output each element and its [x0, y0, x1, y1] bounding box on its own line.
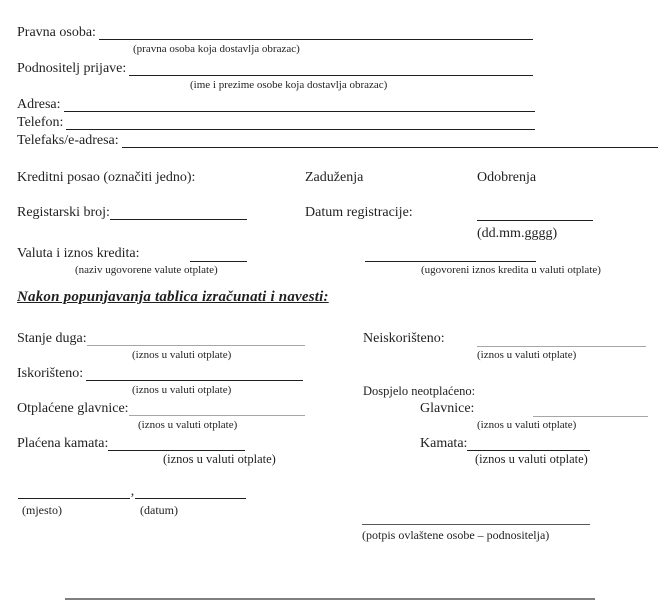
iznos-caption: (ugovoreni iznos kredita u valuti otplate) — [421, 264, 601, 276]
registarski-broj-row — [17, 205, 247, 220]
kamata-caption: (iznos u valuti otplate) — [475, 452, 588, 466]
mjesto-datum-row — [18, 485, 246, 499]
telefaks-row — [17, 133, 658, 148]
podnositelj-blank-line[interactable] — [129, 72, 533, 76]
otplacene-glavnice-blank-line[interactable] — [129, 412, 305, 416]
placena-kamata-row — [17, 436, 245, 451]
pravna-osoba-caption: (pravna osoba koja dostavlja obrazac) — [133, 43, 300, 55]
mjesto-caption: (mjesto) — [22, 503, 62, 517]
podnositelj-row — [17, 61, 533, 76]
neiskoristeno-blank-line[interactable] — [477, 334, 646, 347]
glavnice-caption: (iznos u valuti otplate) — [477, 419, 577, 431]
kamata-label: Kamata: — [420, 436, 468, 451]
telefon-label: Telefon: — [17, 115, 64, 130]
neiskoristeno-caption: (iznos u valuti otplate) — [477, 349, 577, 361]
adresa-blank-line[interactable] — [64, 108, 535, 112]
pravna-osoba-label: Pravna osoba: — [17, 25, 96, 40]
datum-registracije-blank-line[interactable] — [477, 208, 593, 221]
otplacene-glavnice-label: Otplaćene glavnice: — [17, 401, 129, 416]
kamata-blank-line[interactable] — [467, 447, 590, 451]
valuta-iznos-label: Valuta i iznos kredita: — [17, 246, 140, 261]
pravna-osoba-blank-line[interactable] — [99, 36, 533, 40]
datum-format-hint: (dd.mm.gggg) — [477, 226, 558, 241]
telefon-row — [17, 115, 535, 130]
neiskoristeno-label: Neiskorišteno: — [363, 331, 445, 346]
iskoristeno-caption: (iznos u valuti otplate) — [132, 384, 232, 396]
option-odobrenja[interactable]: Odobrenja — [477, 170, 537, 185]
stanje-duga-blank-line[interactable] — [87, 342, 305, 346]
page-bottom-rule — [65, 588, 595, 600]
telefon-blank-line[interactable] — [66, 126, 535, 130]
dospjelo-neotplaceno-label: Dospjelo neotplaćeno: — [363, 384, 476, 398]
potpis-blank-line[interactable] — [362, 512, 590, 525]
registarski-broj-label: Registarski broj: — [17, 205, 110, 220]
adresa-row — [17, 97, 535, 112]
kamata-row — [420, 436, 590, 451]
glavnice-label: Glavnice: — [420, 401, 475, 416]
pravna-osoba-row — [17, 25, 533, 40]
valuta-caption: (naziv ugovorene valute otplate) — [75, 264, 218, 276]
option-zaduzenja[interactable]: Zaduženja — [305, 170, 364, 185]
placena-kamata-caption: (iznos u valuti otplate) — [163, 452, 276, 466]
mjesto-blank-line[interactable] — [18, 486, 130, 499]
iskoristeno-label: Iskorišteno: — [17, 366, 84, 381]
stanje-duga-caption: (iznos u valuti otplate) — [132, 349, 232, 361]
valuta-blank-line[interactable] — [190, 249, 247, 262]
datum-caption: (datum) — [140, 503, 178, 517]
datum-blank-line[interactable] — [135, 486, 246, 499]
placena-kamata-blank-line[interactable] — [108, 447, 245, 451]
iskoristeno-row — [17, 366, 303, 381]
otplacene-glavnice-caption: (iznos u valuti otplate) — [138, 419, 238, 431]
stanje-duga-row — [17, 331, 305, 346]
podnositelj-label: Podnositelj prijave: — [17, 61, 127, 76]
otplacene-glavnice-row — [17, 401, 305, 416]
glavnice-blank-line[interactable] — [533, 404, 648, 417]
telefaks-label: Telefaks/e-adresa: — [17, 133, 119, 148]
telefaks-blank-line[interactable] — [122, 144, 658, 148]
stanje-duga-label: Stanje duga: — [17, 331, 87, 346]
section-heading: Nakon popunjavanja tablica izračunati i navesti: — [17, 289, 329, 305]
iznos-blank-line[interactable] — [365, 249, 536, 262]
adresa-label: Adresa: — [17, 97, 61, 112]
mjesto-datum-separator: , — [130, 484, 135, 499]
potpis-caption: (potpis ovlaštene osobe – podnositelja) — [362, 528, 550, 542]
iskoristeno-blank-line[interactable] — [86, 377, 303, 381]
registarski-broj-blank-line[interactable] — [110, 216, 247, 220]
placena-kamata-label: Plaćena kamata: — [17, 436, 109, 451]
datum-registracije-label: Datum registracije: — [305, 205, 413, 220]
kreditni-posao-label: Kreditni posao (označiti jedno): — [17, 170, 196, 185]
podnositelj-caption: (ime i prezime osobe koja dostavlja obrazac) — [190, 79, 388, 91]
